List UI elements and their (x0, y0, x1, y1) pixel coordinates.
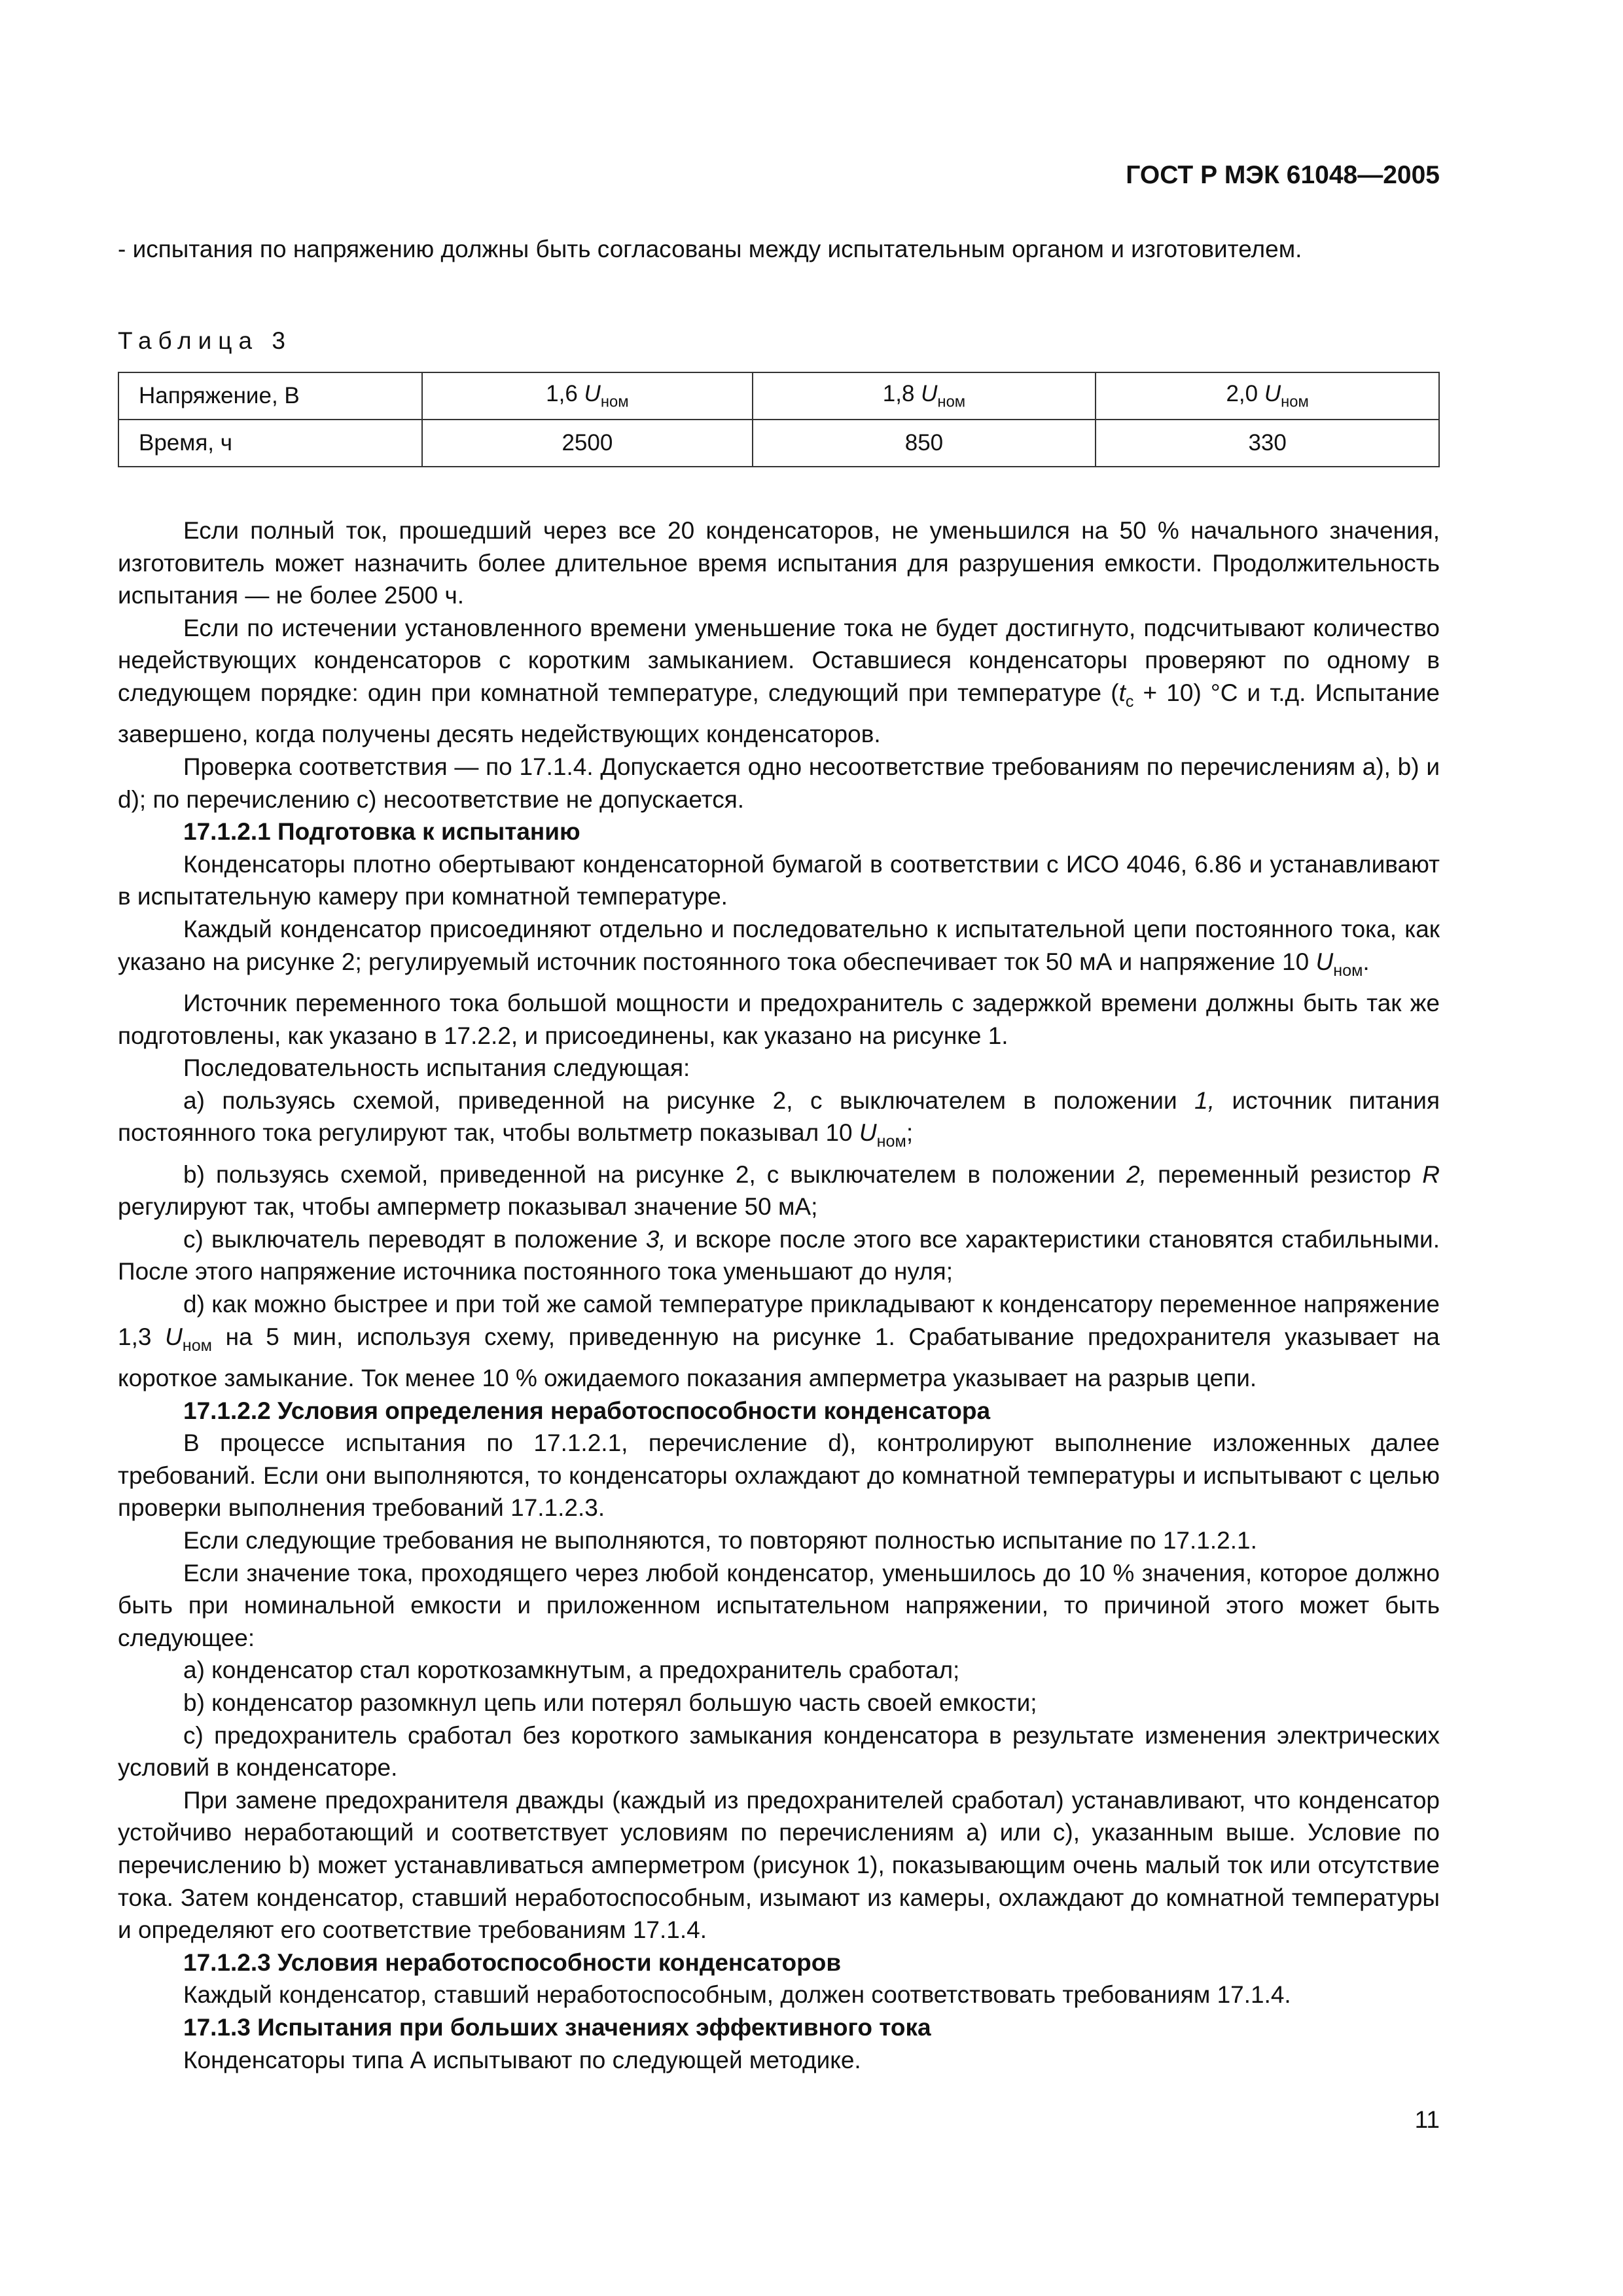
document-page (118, 0, 1440, 2296)
voltage-cell-1: 1,6 $U_{ном}$ (422, 372, 753, 420)
time-cell-1: 2500 (422, 420, 753, 467)
paragraph: Последовательность испытания следующая: (183, 1054, 690, 1082)
intro-paragraph: - испытания по напряжению должны быть согласованы между испытательным органом и изготовителем. (118, 236, 1302, 262)
section-heading: 17.1.3 Испытания при больших значениях эффективного тока (183, 2013, 931, 2041)
paragraph: В процессе испытания по 17.1.2.1, перечисление d), контролируют выполнение изложенных далее требований. Если они выполняются, то конденсаторы охлаждают до комнатной температуры и испытывают с целью проверки выполнения требований 17.1.2.3. (118, 1429, 1440, 1522)
paragraph: Если значение тока, проходящего через любой конденсатор, уменьшилось до 10 % значения, которое должно быть при номинальной емкости и приложенном испытательном напряжении, то причиной этого может быть следующее: (118, 1559, 1440, 1651)
list-item: b) пользуясь схемой, приведенной на рисунке 2, с выключателем в положении 2, переменный резистор R регулируют так, чтобы амперметр показывал значение 50 мА; (118, 1160, 1440, 1221)
paragraph: Конденсаторы плотно обертывают конденсаторной бумагой в соответствии с ИСО 4046, 6.86 и устанавливают в испытательную камеру при комнатной температуре. (118, 850, 1440, 910)
document-code-header: ГОСТ Р МЭК 61048—2005 (1126, 161, 1440, 189)
paragraph: Если полный ток, прошедший через все 20 конденсаторов, не уменьшился на 50 % начального значения, изготовитель может назначить более длительное время испытания для разрушения емкости. Продолжительность испытания — не более 2500 ч. (118, 517, 1440, 609)
time-cell-3: 330 (1096, 420, 1439, 467)
voltage-cell-2: 1,8 $U_{ном}$ (753, 372, 1096, 420)
list-item: с) предохранитель сработал без короткого замыкания конденсатора в результате изменения электрических условий в конденсаторе. (118, 1721, 1440, 1782)
list-item: a) конденсатор стал короткозамкнутым, а предохранитель сработал; (183, 1657, 960, 1684)
paragraph: Источник переменного тока большой мощности и предохранитель с задержкой времени должны быть так же подготовлены, как указано в 17.2.2, и присоединены, как указано на рисунке 1. (118, 989, 1440, 1049)
paragraph: Если следующие требования не выполняются, то повторяют полностью испытание по 17.1.2.1. (183, 1527, 1257, 1554)
section-heading: 17.1.2.3 Условия неработоспособности конденсаторов (183, 1948, 842, 1976)
page-number: 11 (1414, 2106, 1440, 2133)
paragraph: Если по истечении установленного времени уменьшение тока не будет достигнуто, подсчитывают количество недействующих конденсаторов с коротким замыканием. Оставшиеся конденсаторы проверяют по одному в следующем порядке: один при комнатной температуре, следующий при температуре $(t_c + 10)$ °С и т.д. Испытание завершено, когда получены десять недействующих конденсаторов. (118, 614, 1440, 748)
list-item: a) пользуясь схемой, приведенной на рисунке 2, с выключателем в положении 1, источник питания постоянного тока регулируют так, чтобы вольтметр показывал 10 $U_{ном}$; (118, 1086, 1440, 1151)
list-item: d) как можно быстрее и при той же самой температуре прикладывают к конденсатору переменное напряжение 1,3 $U_{ном}$ на 5 мин, используя схему, приведенную на рисунке 1. Срабатывание предохранителя указывает на короткое замыкание. Ток менее 10 % ожидаемого показания амперметра указывает на разрыв цепи. (118, 1291, 1440, 1392)
voltage-cell-3: 2,0 $U_{ном}$ (1096, 372, 1439, 420)
voltage-time-table (118, 372, 1440, 467)
row-label-time: Время, ч (118, 420, 422, 467)
paragraph: Каждый конденсатор присоединяют отдельно и последовательно к испытательной цепи постоянного тока, как указано на рисунке 2; регулируемый источник постоянного тока обеспечивает ток 50 мА и напряжение 10 $U_{ном}$. (118, 915, 1440, 980)
document-body (118, 514, 1440, 2076)
list-item: b) конденсатор разомкнул цепь или потерял большую часть своей емкости; (183, 1689, 1037, 1716)
section-heading: 17.1.2.2 Условия определения неработоспособности конденсатора (183, 1397, 991, 1424)
section-heading: 17.1.2.1 Подготовка к испытанию (183, 818, 580, 846)
paragraph: Каждый конденсатор, ставший неработоспособным, должен соответствовать требованиям 17.1.4. (183, 1981, 1291, 2009)
paragraph: Проверка соответствия — по 17.1.4. Допускается одно несоответствие требованиям по перечислениям a), b) и d); по перечислению с) несоответствие не допускается. (118, 753, 1440, 813)
list-item: с) выключатель переводят в положение 3, и вскоре после этого все характеристики становятся стабильными. После этого напряжение источника постоянного тока уменьшают до нуля; (118, 1225, 1440, 1285)
paragraph: Конденсаторы типа А испытывают по следующей методике. (183, 2046, 861, 2073)
time-cell-2: 850 (753, 420, 1096, 467)
paragraph: При замене предохранителя дважды (каждый из предохранителей сработал) устанавливают, что конденсатор устойчиво неработающий и соответствует условиям по перечислениям a) или с), указанным выше. Условие по перечислению b) может устанавливаться амперметром (рисунок 1), показывающим очень малый ток или отсутствие тока. Затем конденсатор, ставший неработоспособным, изымают из камеры, охлаждают до комнатной температуры и определяют его соответствие требованиям 17.1.4. (118, 1786, 1440, 1944)
table-row (118, 372, 1439, 420)
row-label-voltage: Напряжение, В (118, 372, 422, 420)
table-caption: Таблица 3 (118, 327, 292, 354)
table-row (118, 420, 1439, 467)
